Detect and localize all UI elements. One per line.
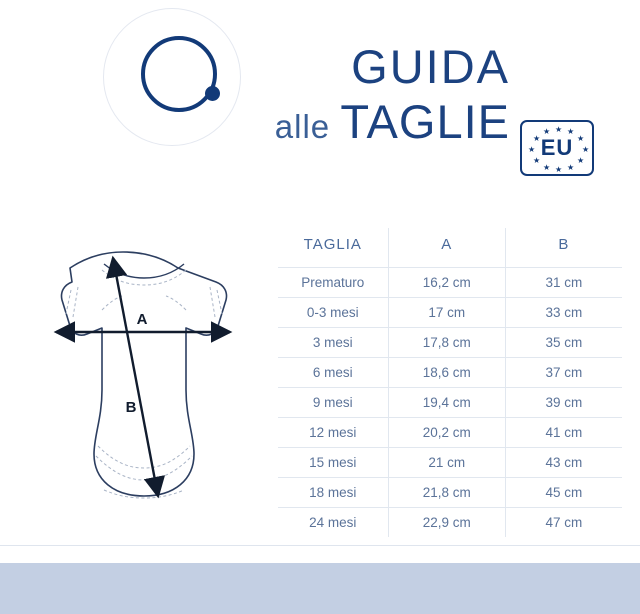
cell-a: 17 cm	[388, 298, 505, 328]
cell-a: 20,2 cm	[388, 418, 505, 448]
column-header-size: TAGLIA	[303, 236, 362, 253]
cell-a: 17,8 cm	[388, 328, 505, 358]
cell-size: 24 mesi	[278, 508, 388, 538]
cell-a: 21,8 cm	[388, 478, 505, 508]
cell-b: 45 cm	[505, 478, 622, 508]
eu-star-icon: ★	[543, 163, 551, 172]
table-header-row	[278, 228, 622, 268]
bodysuit-outline	[61, 252, 226, 496]
measure-a-label: A	[136, 311, 148, 328]
cell-a: 16,2 cm	[388, 268, 505, 298]
eu-badge-label: EU	[540, 135, 574, 160]
cell-size: 6 mesi	[278, 358, 388, 388]
eu-star-icon: ★	[533, 156, 541, 165]
table-row	[278, 358, 622, 388]
cell-b: 41 cm	[505, 418, 622, 448]
cell-size: 3 mesi	[278, 328, 388, 358]
table-row	[278, 388, 622, 418]
cell-b: 35 cm	[505, 328, 622, 358]
cell-size: 9 mesi	[278, 388, 388, 418]
cell-a: 19,4 cm	[388, 388, 505, 418]
eu-star-icon: ★	[567, 127, 575, 136]
page-title-line1: GUIDA	[351, 40, 510, 93]
eu-star-icon: ★	[577, 156, 585, 165]
eu-star-icon: ★	[528, 145, 536, 154]
baby-bodysuit-diagram	[18, 240, 268, 520]
cell-a: 22,9 cm	[388, 508, 505, 538]
footer-bar	[0, 563, 640, 614]
cell-a: 18,6 cm	[388, 358, 505, 388]
eu-star-icon: ★	[543, 127, 551, 136]
column-header-b: B	[505, 228, 622, 268]
page-title-suffix: TAGLIE	[340, 95, 510, 148]
eu-star-icon: ★	[577, 134, 585, 143]
eu-star-icon: ★	[533, 134, 541, 143]
table-row	[278, 418, 622, 448]
eu-badge	[520, 120, 594, 176]
page-title-prefix: alle	[274, 108, 341, 145]
cell-size: Prematuro	[278, 268, 388, 298]
cell-a: 21 cm	[388, 448, 505, 478]
page-title	[200, 40, 530, 155]
cell-size: 0-3 mesi	[278, 298, 388, 328]
cell-b: 39 cm	[505, 388, 622, 418]
table-row	[278, 328, 622, 358]
table-row	[278, 508, 622, 538]
cell-b: 37 cm	[505, 358, 622, 388]
column-header-a: A	[388, 228, 505, 268]
cell-size: 15 mesi	[278, 448, 388, 478]
cell-b: 33 cm	[505, 298, 622, 328]
table-row	[278, 478, 622, 508]
size-table-body	[278, 268, 622, 538]
table-row	[278, 448, 622, 478]
eu-star-icon: ★	[555, 125, 563, 134]
eu-star-icon: ★	[555, 165, 563, 174]
size-table-container	[278, 228, 622, 537]
cell-b: 31 cm	[505, 268, 622, 298]
cell-size: 18 mesi	[278, 478, 388, 508]
footer-divider	[0, 545, 640, 546]
bodysuit-svg	[18, 240, 268, 520]
page-title-line2	[200, 94, 530, 155]
cell-size: 12 mesi	[278, 418, 388, 448]
measure-b-label: B	[125, 399, 137, 416]
cell-b: 43 cm	[505, 448, 622, 478]
eu-star-icon: ★	[582, 145, 590, 154]
table-row	[278, 268, 622, 298]
size-table	[278, 228, 622, 537]
header	[0, 0, 640, 205]
eu-star-icon: ★	[567, 163, 575, 172]
size-table-head	[278, 228, 622, 268]
table-row	[278, 298, 622, 328]
cell-b: 47 cm	[505, 508, 622, 538]
